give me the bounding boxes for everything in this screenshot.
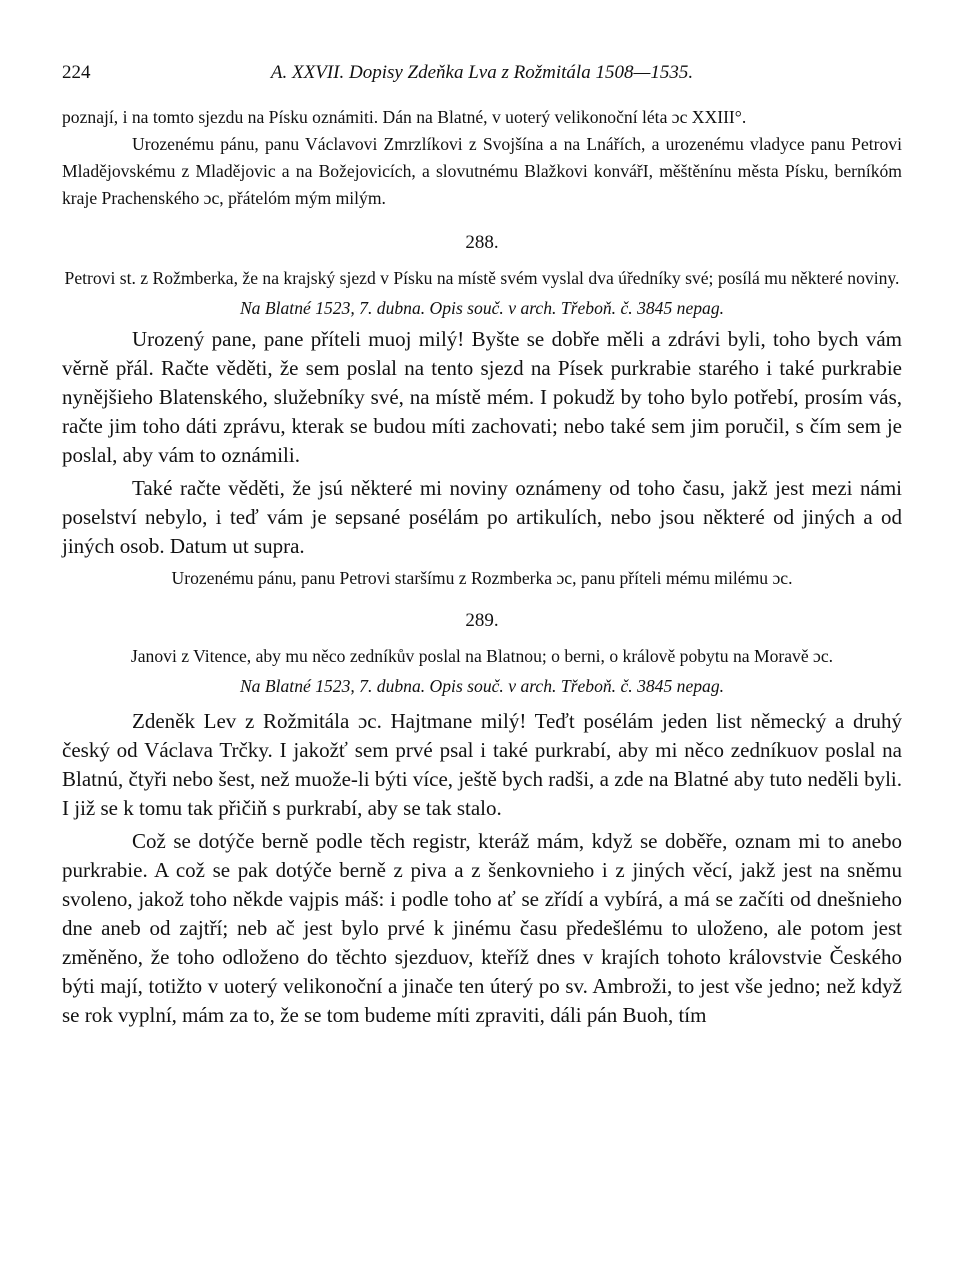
running-title: A. XXVII. Dopisy Zdeňka Lva z Rožmitála 1508—1535.	[270, 62, 694, 83]
page-number: 224	[62, 62, 91, 83]
previous-letter-address: Urozenému pánu, panu Václavovi Zmrzlíkovi z Svojšína a na Lnářích, a urozenému vladyce panu Petrovi Mladějovskému z Mladějovic a na Božejovicích, a slovutnému Blažkovi konvářI, měštěnínu města Písku, berníkóm kraje Prachenského ɔc, přátelóm mým milým.	[62, 134, 902, 208]
letter-source: Na Blatné 1523, 7. dubna. Opis souč. v arch. Třeboň. č. 3845 nepag.	[239, 676, 725, 696]
page-header	[62, 58, 902, 92]
book-page	[62, 58, 902, 1030]
letter-paragraph: Také račte věděti, že jsú některé mi noviny oznámeny od toho času, jakž jest mezi námi poselství nebylo, i teď vám je sepsané posélám po artikulích, nebo jsou některé od jiných a od jiných osob. Datum ut supra.	[62, 476, 902, 558]
previous-letter-closing: poznají, i na tomto sjezdu na Písku oznámiti. Dán na Blatné, v uoterý velikonoční léta ɔc XXIII°.	[62, 107, 747, 127]
letter-summary: Petrovi st. z Rožmberka, že na krajský sjezd v Písku na místě svém vyslal dva úředníky své; posílá mu některé noviny.	[64, 268, 900, 288]
letter-paragraph: Urozený pane, pane příteli muoj milý! Byšte se dobře měli a zdrávi byli, toho bych vám věrně přál. Račte věděti, že sem poslal na tento sjezd na Písek purkrabie starého i také purkrabie nynějšieho Blatenského, služebníky své, na místě mém. I pokudž by toho bylo potřebí, prosím vás, račte jim toho dáti zprávu, kterak se budou míti zachovati; nebo také sem jim poručil, s čím sem je poslal, aby vám to oznámili.	[62, 327, 902, 467]
letter-number: 289.	[465, 610, 499, 631]
letter-source: Na Blatné 1523, 7. dubna. Opis souč. v arch. Třeboň. č. 3845 nepag.	[239, 298, 725, 318]
letter-paragraph: Zdeněk Lev z Rožmitála ɔc. Hajtmane milý! Teďt posélám jeden list německý a druhý český od Václava Trčky. I jakožť sem prvé psal i také purkrabí, aby mi něco zedníkuov poslal na Blatnú, čtyři nebo šest, než muože-li býti více, ještě bych radši, a zde na Blatné aby tuto neděli byli. I již se k tomu tak přičiň s purkrabí, aby se tak stalo.	[62, 709, 902, 820]
letter-number: 288.	[465, 232, 499, 253]
letter-address: Urozenému pánu, panu Petrovi staršímu z Rozmberka ɔc, panu příteli mému milému ɔc.	[171, 568, 793, 588]
letter-paragraph: Což se dotýče berně podle těch registr, kteráž mám, když se doběře, oznam mi to anebo purkrabie. A což se pak dotýče berně z piva a z šenkovnieho i z jiných věcí, jakž jest na sněmu svoleno, jakož toho někde vajpis máš: i podle toho ať se zřídí a vybírá, a má se začíti od dnešnieho dne aneb od zajtří; neb ač jest bylo prvé k jinému času předešlému to uloženo, ale potom jest změněno, že toho odloženo do těchto sjezduov, kteříž dnes v krajích tohoto královstvie Českého býti mají, totižto v uoterý velikonoční a jinače ten úterý po sv. Ambroži, to jest vše jedno; než když se rok vyplní, mám za to, že se tom budeme míti zpraviti, dáli pán Buoh, tím	[62, 829, 902, 1027]
letter-summary: Janovi z Vitence, aby mu něco zedníkův poslal na Blatnou; o berni, o králově pobytu na Moravě ɔc.	[130, 646, 834, 666]
